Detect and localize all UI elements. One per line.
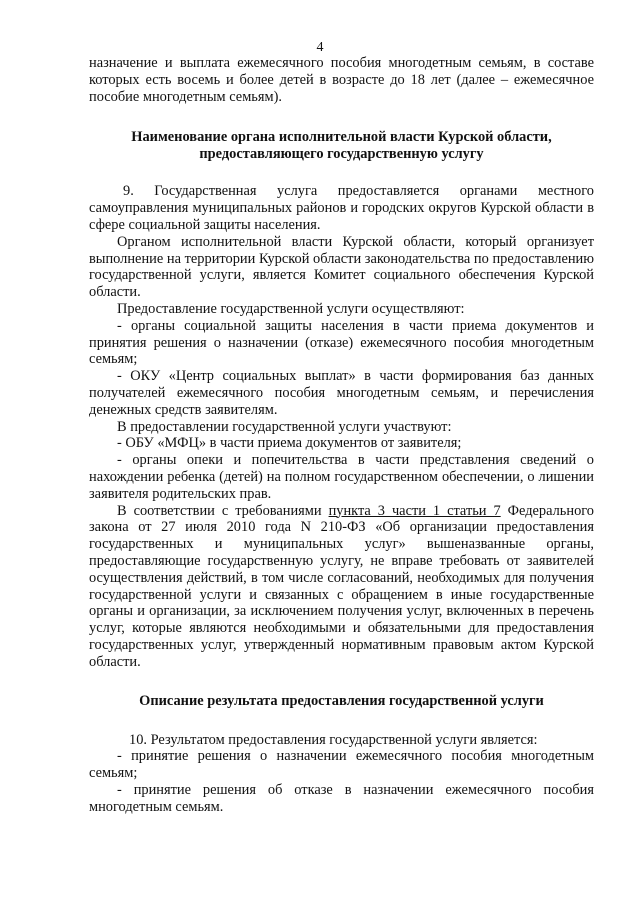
paragraph-9: 9. Государственная услуга предоставляется органами местного самоуправления муниципальных районов и городских округов Курской области в сфере социальной защиты населения.	[89, 183, 594, 233]
law-text-before: В соответствии с требованиями	[117, 502, 329, 519]
section-heading-line1: Наименование органа исполнительной власти Курской области,	[131, 129, 552, 146]
section-heading-line2: предоставляющего государственную услугу	[199, 146, 484, 163]
intro-paragraph: назначение и выплата ежемесячного пособия многодетным семьям, в составе которых есть восемь и более детей в возрасте до 18 лет (далее – ежемесячное пособие многодетным семьям).	[89, 55, 594, 105]
bullet-result-refuse: - принятие решения об отказе в назначении ежемесячного пособия многодетным семьям.	[89, 781, 594, 815]
page-number: 4	[316, 40, 324, 55]
document-body	[89, 55, 594, 815]
result-section-heading: Описание результата предоставления государственной услуги	[139, 692, 544, 709]
law-reference-link[interactable]: пункта 3 части 1 статьи 7	[328, 502, 501, 519]
paragraph-10: 10. Результатом предоставления государственной услуги является:	[129, 731, 538, 748]
paragraph-law	[89, 503, 594, 671]
bullet-result-grant: - принятие решения о назначении ежемесячного пособия многодетным семьям;	[89, 748, 594, 782]
paragraph-provide: Предоставление государственной услуги осуществляют:	[117, 300, 465, 317]
bullet-payments-center: - ОКУ «Центр социальных выплат» в части формирования баз данных получателей ежемесячного пособия многодетным семьям, и перечисления денежных средств заявителям.	[89, 368, 594, 418]
law-text-after: Федерального закона от 27 июля 2010 года N 210-ФЗ «Об организации предоставления государственных и муниципальных услуг» вышеназванные органы, предоставляющие государственную услугу, не вправе требовать от заявителей осуществления действий, в том числе согласований, необходимых для получения государственной услуги и связанных с обращением в иные государственные органы и организации, за исключением получения услуг, включенных в перечень услуг, которые являются необходимыми и обязательными для предоставления государственных услуг, утвержденный нормативным правовым актом Курской области.	[89, 502, 595, 670]
paragraph-organ: Органом исполнительной власти Курской области, который организует выполнение на территории Курской области законодательства по предоставлению государственной услуги, является Комитет социального обеспечения Курской области.	[89, 233, 594, 301]
bullet-mfc: - ОБУ «МФЦ» в части приема документов от заявителя;	[117, 435, 462, 452]
paragraph-participate: В предоставлении государственной услуги участвуют:	[117, 418, 452, 435]
bullet-guardianship: - органы опеки и попечительства в части представления сведений о нахождении ребенка (детей) на полном государственном обеспечении, о лишении заявителя родительских прав.	[89, 452, 594, 502]
bullet-social-protection: - органы социальной защиты населения в части приема документов и принятия решения о назначении (отказе) ежемесячного пособия многодетным семьям;	[89, 317, 594, 368]
